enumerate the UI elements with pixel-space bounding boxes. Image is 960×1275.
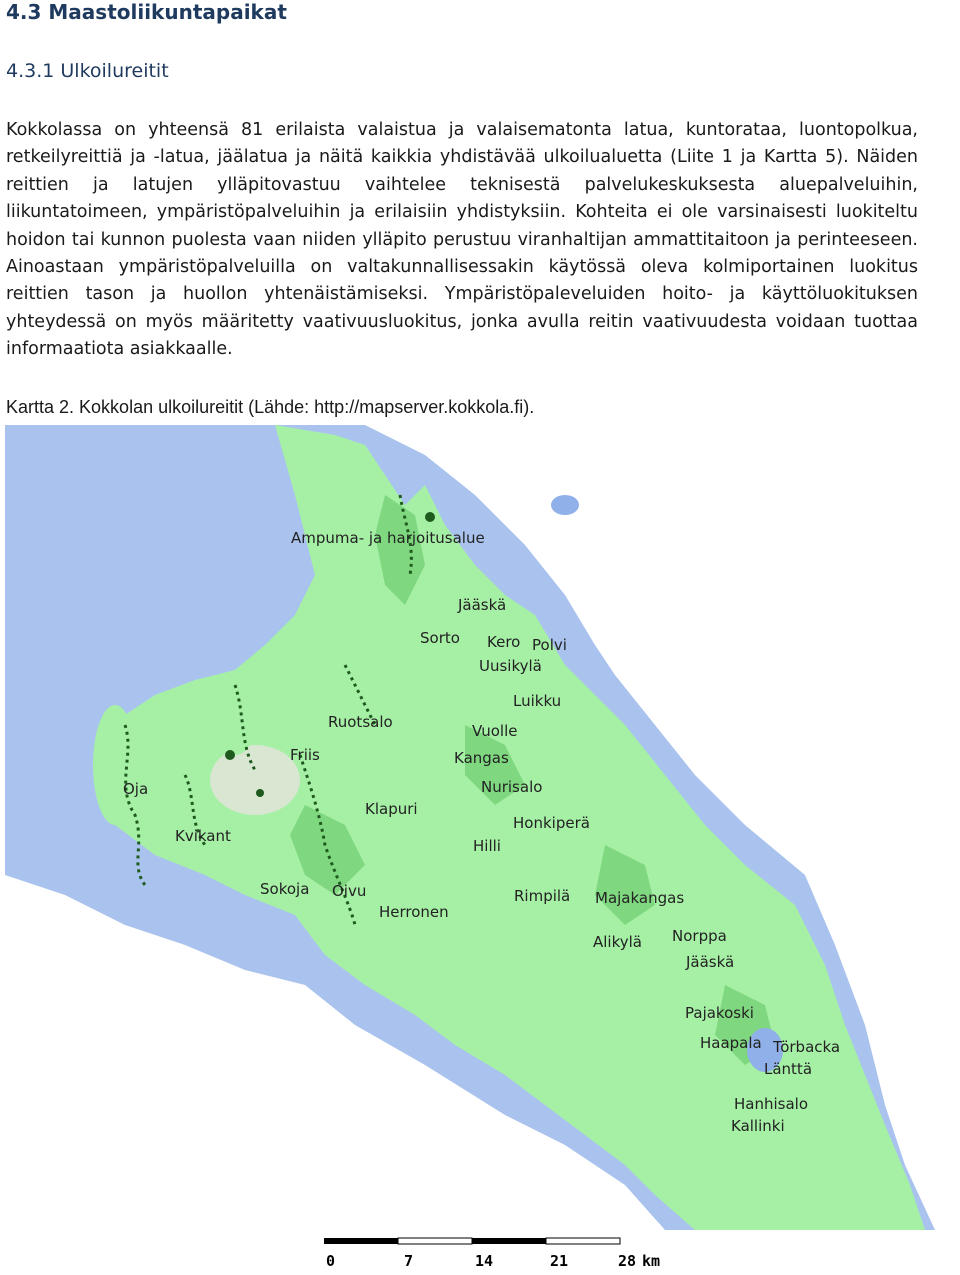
place-label: Vuolle — [472, 722, 518, 740]
place-label: Norppa — [672, 927, 727, 945]
body-paragraph — [6, 117, 918, 364]
place-label: Polvi — [532, 636, 567, 654]
scale-tick-label: 7 — [404, 1252, 414, 1270]
scale-tick-label: 28 — [618, 1252, 637, 1270]
place-label: Haapala — [700, 1034, 762, 1052]
lake — [551, 495, 579, 515]
scale-segment — [472, 1238, 546, 1244]
place-label: Hilli — [473, 837, 501, 855]
place-label: Uusikylä — [479, 657, 542, 675]
place-label: Oja — [123, 780, 149, 798]
place-label: Sokoja — [260, 880, 310, 898]
place-label: Länttä — [764, 1060, 813, 1078]
map-scale-bar — [322, 1232, 702, 1272]
paragraph-sentence: Kokkolassa on yhteensä 81 erilaista valaistua ja valaisematonta latua, kuntorataa, luontopolkua, retkeilyreittiä ja -latua, jäälatua ja näitä kaikkia yhdistävää ulkoilualuetta (Liite 1 ja Kartta 5). Näiden reittien ja latujen ylläpitovastuu vaihtelee teknisestä palvelukeskuksesta aluepalveluihin, liikuntatoimeen, ympäristöpalveluihin ja erilaisiin yhdistyksiin. — [6, 120, 918, 223]
paragraph-sentence: Ainoastaan ympäristöpalveluilla on valtakunnallisessakin käytössä oleva kolmiportainen luokitus reittien tason ja huollon yhtenäistämiseksi. — [6, 257, 918, 305]
place-label: Pajakoski — [685, 1004, 754, 1022]
place-label: Friis — [290, 746, 320, 764]
island — [93, 705, 137, 825]
paragraph-sentence: Kohteita ei ole varsinaisesti luokiteltu hoidon tai kunnon puolesta vaan niiden ylläpito perustuu viranhaltijan ammattitaitoon ja perinteeseen. — [6, 202, 918, 250]
scale-segment — [324, 1238, 398, 1244]
scale-unit: km — [642, 1252, 661, 1270]
trail-map — [5, 425, 959, 1230]
place-label: Ruotsalo — [328, 713, 393, 731]
place-label: Herronen — [379, 903, 449, 921]
section-heading: 4.3 Maastoliikuntapaikat — [6, 0, 287, 24]
subsection-heading: 4.3.1 Ulkoilureitit — [6, 60, 169, 82]
place-label: Oivu — [332, 882, 367, 900]
place-label: Kvikant — [175, 827, 231, 845]
place-label: Hanhisalo — [734, 1095, 809, 1113]
place-label: Luikku — [513, 692, 562, 710]
scale-tick-label: 0 — [326, 1252, 336, 1270]
island — [215, 695, 255, 755]
place-label: Kallinki — [731, 1117, 785, 1135]
place-label: Sorto — [420, 629, 460, 647]
map-caption: Kartta 2. Kokkolan ulkoilureitit (Lähde: http://mapserver.kokkola.fi). — [6, 397, 535, 417]
place-label: Majakangas — [595, 889, 685, 907]
place-label: Jääskä — [686, 953, 735, 971]
place-label: Kero — [487, 633, 521, 651]
trail-marker — [225, 750, 235, 760]
place-label: Alikylä — [593, 933, 642, 951]
scale-segment — [546, 1238, 620, 1244]
place-label: Honkiperä — [513, 814, 590, 832]
trail-marker — [425, 512, 435, 522]
place-label: Törbacka — [773, 1038, 841, 1056]
place-label: Klapuri — [365, 800, 418, 818]
trail-marker — [256, 789, 264, 797]
scale-segment — [398, 1238, 472, 1244]
place-label: Jääskä — [458, 596, 507, 614]
place-label: Ampuma- ja harjoitusalue — [291, 529, 485, 547]
place-label: Kangas — [454, 749, 509, 767]
urban-area — [210, 745, 300, 815]
place-label: Nurisalo — [481, 778, 543, 796]
paragraph-sentence: Ympäristöpaleveluiden hoito- ja käyttöluokituksen yhteydessä on myös määritetty vaativuusluokitus, jonka avulla reitin vaativuudesta voidaan tuottaa informaatiota asiakkaalle. — [6, 284, 918, 360]
scale-tick-label: 14 — [475, 1252, 494, 1270]
scale-tick-label: 21 — [550, 1252, 569, 1270]
place-label: Rimpilä — [514, 887, 571, 905]
